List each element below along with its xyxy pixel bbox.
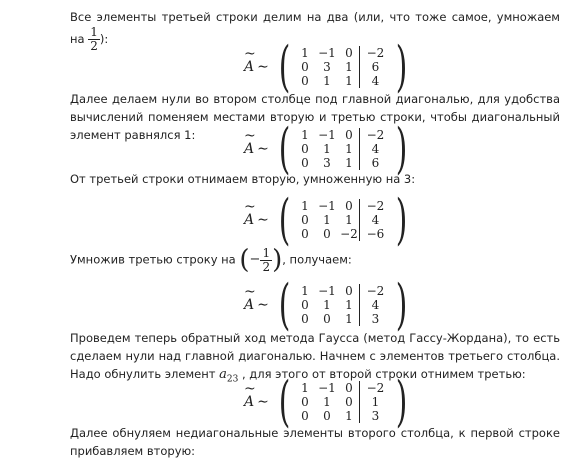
matrix-cell: 6 [359,156,391,170]
matrix-cell: 1 [301,199,309,213]
matrix-cell: 0 [345,284,353,298]
matrix-cell: 1 [345,60,353,74]
matrix-cell: −2 [359,199,391,213]
matrix-cell: 3 [323,60,331,74]
matrix-cell: 1 [345,74,353,88]
matrix-name-a-tilde: ~ A ∼ [244,46,269,75]
matrix-cell: −1 [318,46,336,60]
matrix-cell: 4 [359,74,391,88]
matrix-cell: 3 [323,156,331,170]
matrix-cell: 1 [345,298,353,312]
augmented-matrix [295,199,391,241]
matrix-cell: 1 [301,381,309,395]
matrix-cell: −2 [359,128,391,142]
paragraph-multiply-row3: Умножив третью строку на (− $\frac{1}{2}$ ), получаем: [70,245,352,275]
matrix-cell: 0 [345,381,353,395]
matrix-equation [244,370,412,433]
matrix-cell: 1 [345,312,353,326]
fraction-one-half [88,26,100,53]
matrix-cell: 0 [301,213,309,227]
left-paren: ( [278,370,291,433]
matrix-name-a-tilde: ~ A ∼ [244,199,269,228]
fraction-denominator: 2 [90,39,98,53]
matrix-cell: 3 [359,409,391,423]
matrix-cell: 0 [301,156,309,170]
matrix-name-a-tilde: ~ A ∼ [244,284,269,313]
matrix-cell: 0 [345,199,353,213]
matrix-cell: 1 [345,142,353,156]
augmented-matrix [295,284,391,326]
matrix-cell: 0 [345,128,353,142]
matrix-cell: 0 [323,409,331,423]
matrix-cell: 0 [301,298,309,312]
augmented-matrix [295,128,391,170]
paragraph-zero-column2: Далее обнуляем недиагональные элементы второго столбца, к первой строке прибавляем вторую: [70,426,560,458]
matrix-equation [244,117,412,180]
matrix-cell: 0 [301,409,309,423]
matrix-cell: −2 [359,284,391,298]
matrix-cell: 1 [323,298,331,312]
paragraph-tail: ): [99,32,109,46]
matrix-cell: 0 [323,227,331,241]
paragraph-tail: , для этого от второй строки отнимем третью: [238,367,526,381]
matrix-name-a-tilde: ~ A ∼ [244,128,269,157]
matrix-cell: 0 [345,395,353,409]
matrix-cell: 1 [323,395,331,409]
matrix-cell: 0 [301,60,309,74]
right-paren: ) [395,117,408,180]
left-paren: ( [278,117,291,180]
matrix-cell: 1 [323,142,331,156]
matrix-cell: 0 [301,312,309,326]
matrix-equation [244,273,412,336]
matrix-cell: 1 [345,156,353,170]
right-paren: ) [395,273,408,336]
matrix-cell: 1 [359,395,391,409]
matrix-cell: 6 [359,60,391,74]
matrix-equation [244,35,412,98]
left-paren: ( [278,35,291,98]
matrix-cell: 0 [323,312,331,326]
matrix-cell: 4 [359,213,391,227]
matrix-cell: 1 [301,284,309,298]
augmented-matrix [295,46,391,88]
matrix-equation [244,188,412,251]
paragraph-tail: , получаем: [282,252,352,267]
matrix-cell: 4 [359,298,391,312]
fraction-numerator: 1 [262,245,271,260]
matrix-cell: −1 [318,381,336,395]
paragraph-swap-rows: Далее делаем нули во втором столбце под главной диагональю, для удобства вычислений поменяем местами вторую и третью строки, чтобы диагональный элемент равнялся 1: [70,92,560,142]
matrix-cell: 3 [359,312,391,326]
matrix-cell: 1 [345,409,353,423]
matrix-cell: 1 [345,213,353,227]
left-paren: ( [278,188,291,251]
right-paren: ) [395,188,408,251]
matrix-cell: −1 [318,199,336,213]
matrix-cell: 1 [301,46,309,60]
matrix-cell: 0 [345,46,353,60]
matrix-cell: 4 [359,142,391,156]
right-paren: ) [395,35,408,98]
matrix-cell: −1 [318,128,336,142]
matrix-cell: −2 [340,227,358,241]
matrix-cell: 1 [323,74,331,88]
matrix-cell: −2 [359,46,391,60]
paragraph-subtract-row2: От третьей строки отнимаем вторую, умноженную на 3: [70,172,416,186]
fraction-numerator: 1 [90,25,98,39]
paragraph-text: Проведем теперь обратный ход метода Гаусса (метод Гассу-Жордана), то есть сделаем нули над главной диагональю. Начнем с элементов третьего столбца. Надо обнулить элемент [70,331,560,381]
matrix-cell: 0 [301,74,309,88]
matrix-cell: −6 [359,227,391,241]
matrix-cell: −1 [318,284,336,298]
matrix-cell: −2 [359,381,391,395]
matrix-cell: 0 [301,227,309,241]
matrix-cell: 0 [301,395,309,409]
fraction-minus-one-half [260,247,272,274]
matrix-name-a-tilde: ~ A ∼ [244,381,269,410]
left-paren: ( [278,273,291,336]
right-paren: ) [395,370,408,433]
fraction-denominator: 2 [262,259,271,274]
matrix-cell: 1 [323,213,331,227]
paragraph-text: Все элементы третьей строки делим на два (или, что тоже самое, умножаем на [70,10,560,46]
element-a23: $a_{23}$ [219,367,239,385]
paragraph-text: Умножив третью строку на [70,252,240,267]
matrix-cell: 1 [301,128,309,142]
augmented-matrix [295,381,391,423]
matrix-cell: 0 [301,142,309,156]
